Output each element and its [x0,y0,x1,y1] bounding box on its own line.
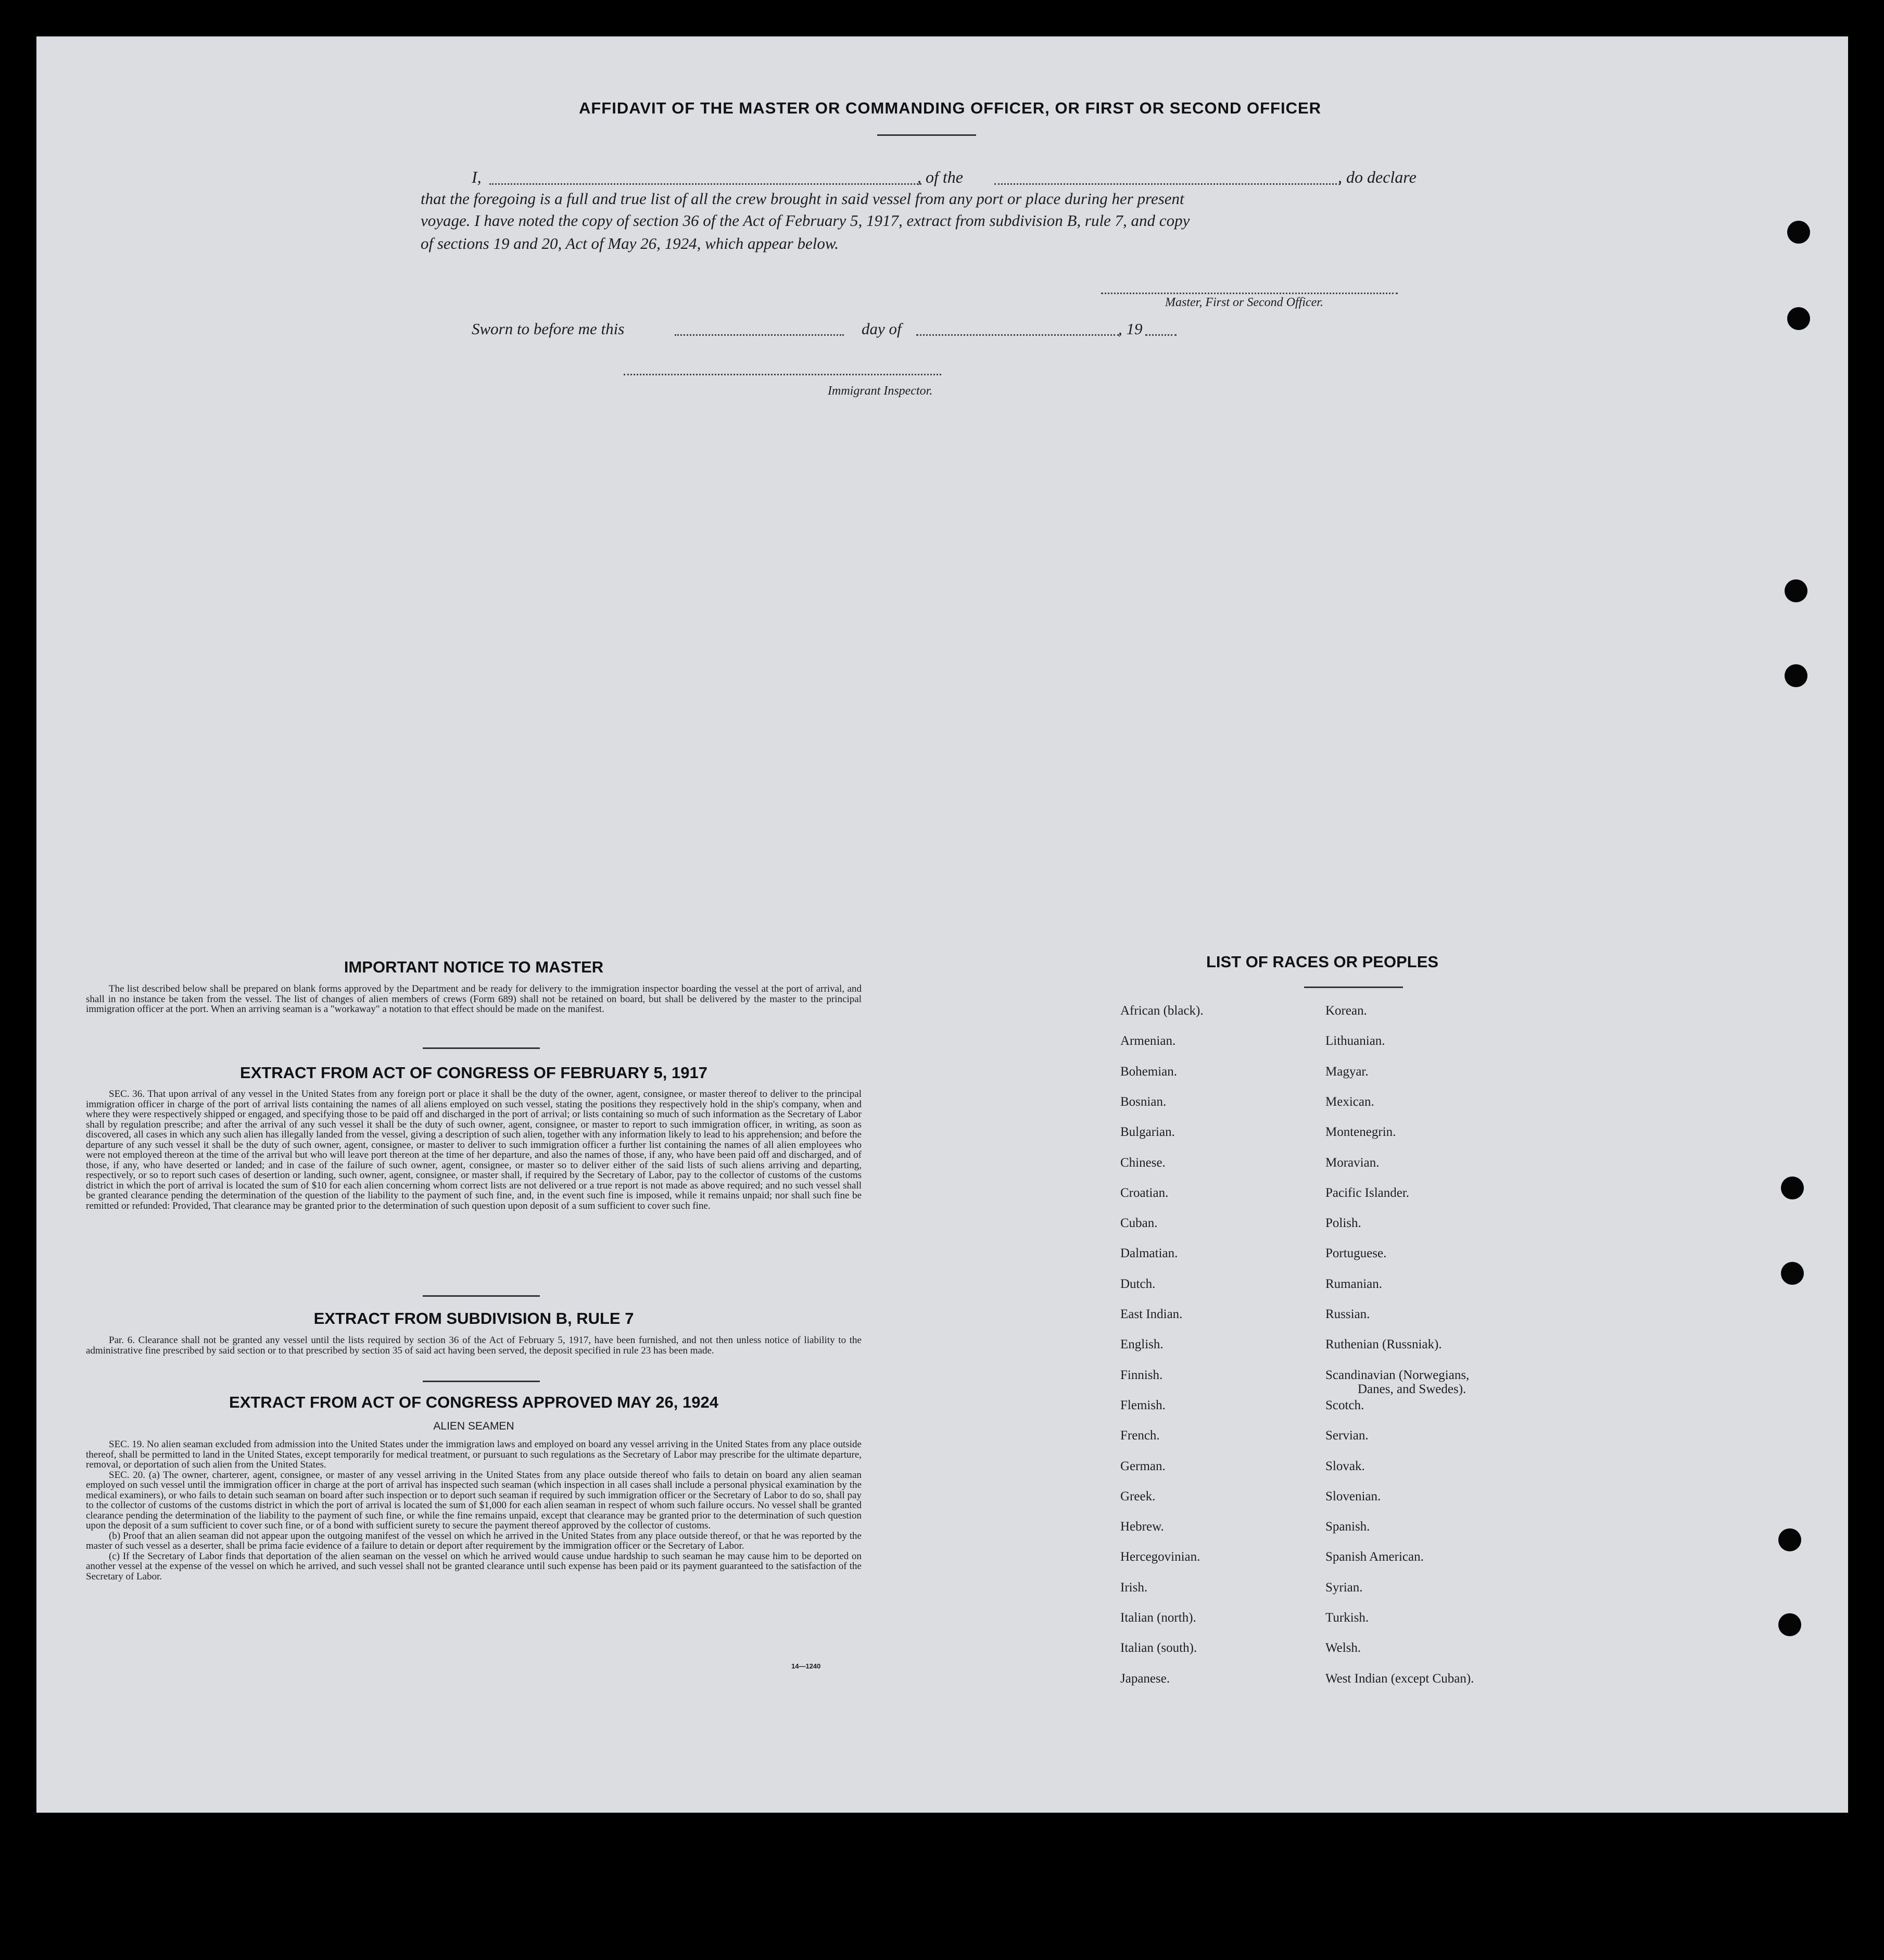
alien-seamen-subtitle: ALIEN SEAMEN [433,1420,514,1432]
races-divider [1304,987,1403,988]
day-of: day of [862,320,902,338]
affidavit-line-3: voyage. I have noted the copy of section 36 of the Act of February 5, 1917, extract from subdivision B, rule 7, and copy [421,211,1190,230]
notice-title: IMPORTANT NOTICE TO MASTER [344,958,604,976]
race-item: Montenegrin. [1325,1125,1396,1140]
race-item: Slovenian. [1325,1489,1381,1503]
affidavit-declare: , do declare [1338,168,1417,186]
race-item: Irish. [1120,1580,1148,1595]
race-item: Servian. [1325,1428,1369,1443]
form-number: 14—1240 [791,1662,821,1670]
race-item: Chinese. [1120,1155,1166,1170]
extract-1924-title: EXTRACT FROM ACT OF CONGRESS APPROVED MAY 26, 1924 [229,1393,718,1411]
rule7-divider [423,1381,540,1382]
punch-hole [1778,1613,1801,1636]
race-item: Rumanian. [1325,1276,1383,1291]
race-item: Dutch. [1120,1276,1156,1291]
extract-1917-title: EXTRACT FROM ACT OF CONGRESS OF FEBRUARY 5, 1917 [240,1064,707,1082]
race-item: Ruthenian (Russniak). [1325,1337,1442,1352]
race-item: Flemish. [1120,1398,1166,1412]
race-item: Portuguese. [1325,1246,1387,1261]
punch-hole [1781,1177,1804,1199]
punch-hole [1787,307,1810,330]
section-36-text: SEC. 36. That upon arrival of any vessel in the United States from any foreign port or place it shall be the duty of the owner, agent, consignee, or master thereof to deliver to the principal immigration officer in charge of the port of arrival lists containing the names of all aliens employed on such vessel, stating the positions they respectively hold in the ship's company, when and where they were respectively shipped or engaged, and specifying those to be paid off and discharged in the port of arrival; or lists containing so much of such information as the Secretary of Labor shall by regulation prescribe; and after the arrival of any such vessel it shall be the duty of such owner, agent, consignee, or master to report to such immigration officer, in writing, as soon as discovered, all cases in which any such alien has illegally landed from the vessel, giving a description of such alien, together with any information likely to lead to his apprehension; and before the departure of any such vessel it shall be the duty of such owner, agent, consignee, or master to deliver to such immigration officer a further list containing the names of all alien employees who were not employed thereon at the time of the arrival but who will leave port thereon at the time of her departure, and also the names of those, if any, who have been paid off and discharged, and of those, if any, who have deserted or landed; and in case of the failure of such owner, agent, consignee, or master so to deliver either of the said lists of such aliens arriving and departing, respectively, or so to report such cases of desertion or landing, such owner, agent, consignee, or master shall, if required by the Secretary of Labor, pay to the collector of customs of the customs district in which the port of arrival is located the sum of $10 for each alien concerning whom correct lists are not delivered or a true report is not made as above required; and no such vessel shall be granted clearance pending the determination of the question of the liability to the payment of such fine, and, in the event such fine is imposed, while it remains unpaid; nor shall such fine be remitted or refunded: Provided, That clearance may be granted prior to the determination of such question upon deposit of a sum sufficient to cover such fine. [86,1089,862,1211]
race-item: Dalmatian. [1120,1246,1178,1261]
affidavit-line-2: that the foregoing is a full and true list of all the crew brought in said vessel from any port or place during her present [421,189,1184,208]
race-item: Bosnian. [1120,1094,1167,1109]
race-item: East Indian. [1120,1307,1183,1321]
race-item: Scandinavian (Norwegians, [1325,1368,1470,1382]
race-item: Danes, and Swedes). [1358,1382,1466,1396]
extract-1917-divider [423,1295,540,1297]
race-item: Moravian. [1325,1155,1380,1170]
race-item: Finnish. [1120,1368,1163,1382]
race-item: Welsh. [1325,1641,1361,1655]
punch-hole [1785,579,1807,602]
rule7-title: EXTRACT FROM SUBDIVISION B, RULE 7 [313,1309,634,1327]
affidavit-of-the: , of the [917,168,963,186]
punch-hole [1781,1262,1804,1285]
extract-1917-body [86,1089,862,1211]
race-item: Slovak. [1325,1459,1365,1473]
race-item: Russian. [1325,1307,1370,1321]
affidavit-i: I, [472,168,482,186]
races-title: LIST OF RACES OR PEOPLES [1206,953,1439,971]
race-item: Bulgarian. [1120,1125,1175,1140]
race-item: Scotch. [1325,1398,1364,1412]
race-item: Syrian. [1325,1580,1363,1595]
race-item: Pacific Islander. [1325,1185,1410,1200]
race-item: French. [1120,1428,1160,1443]
race-item: German. [1120,1459,1166,1473]
race-item: Croatian. [1120,1185,1169,1200]
notice-text: The list described below shall be prepared on blank forms approved by the Department and be ready for delivery to the immigration inspector boarding the vessel at the port of arrival, and shall in no instance be taken from the vessel. The list of changes of alien members of crews (Form 689) shall not be retained on board, but shall be delivered by the master to the principal immigration officer at the port. When an arriving seaman is a "workaway" a notation to that effect should be made on the manifest. [86,983,862,1015]
race-item: Italian (south). [1120,1641,1197,1655]
extract-1924-body [86,1439,862,1582]
vessel-blank [994,183,1341,185]
race-item: Korean. [1325,1004,1367,1018]
race-item: Bohemian. [1120,1064,1178,1079]
rule7-body [86,1335,862,1356]
race-item: Greek. [1120,1489,1156,1503]
notice-divider [423,1047,540,1049]
race-item: Italian (north). [1120,1611,1196,1625]
day-blank [675,334,844,336]
race-item: Cuban. [1120,1216,1158,1231]
race-item: Hercegovinian. [1120,1550,1200,1564]
race-item: Polish. [1325,1216,1361,1231]
master-caption: Master, First or Second Officer. [1165,296,1323,309]
sworn-text: Sworn to before me this [472,320,625,338]
year-blank [1145,334,1177,336]
inspector-caption: Immigrant Inspector. [828,384,933,398]
affidavit-title: AFFIDAVIT OF THE MASTER OR COMMANDING OFFICER, OR FIRST OR SECOND OFFICER [578,99,1322,117]
punch-hole [1785,664,1807,687]
sec-20b-text: (b) Proof that an alien seaman did not appear upon the outgoing manifest of the vessel on which he arrived in the United States from any place outside thereof, or that he was reported by the master of such vessel as a deserter, shall be prima facie evidence of a failure to detain or deport after requirement by the immigration officer or the Secretary of Labor. [86,1530,862,1551]
race-item: Hebrew. [1120,1520,1164,1534]
year-prefix: , 19 [1118,320,1143,338]
race-item: Lithuanian. [1325,1034,1385,1048]
inspector-signature-line [624,374,941,375]
race-item: Spanish. [1325,1520,1370,1534]
notice-body [86,984,862,1015]
title-underline [877,134,976,136]
punch-hole [1778,1528,1801,1551]
race-item: Mexican. [1325,1094,1374,1109]
race-item: African (black). [1120,1004,1204,1018]
par-6-text: Par. 6. Clearance shall not be granted any vessel until the lists required by section 36 of the Act of February 5, 1917, have been furnished, and not then unless notice of liability to the administrative fine prescribed by said section or to that prescribed by section 35 of said act having been served, the deposit specified in rule 23 has been made. [86,1335,862,1356]
sec-19-text: SEC. 19. No alien seaman excluded from admission into the United States under the immigration laws and employed on board any vessel arriving in the United States from any place outside thereof, shall be permitted to land in the United States, except temporarily for medical treatment, or pursuant to such regulations as the Secretary of Labor may prescribe for the ultimate departure, removal, or deportation of such alien from the United States. [86,1439,862,1470]
race-item: Magyar. [1325,1064,1369,1079]
race-item: Spanish American. [1325,1550,1424,1564]
race-item: Turkish. [1325,1611,1369,1625]
sec-20c-text: (c) If the Secretary of Labor finds that deportation of the alien seaman on the vessel on which he arrived would cause undue hardship to such seaman he may cause him to be deported on another vessel at the expense of the vessel on which he arrived, and such vessel shall not be granted clearance until such expense has been paid or its payment guaranteed to the satisfaction of the Secretary of Labor. [86,1550,862,1582]
punch-hole [1787,221,1810,244]
race-item: West Indian (except Cuban). [1325,1671,1474,1686]
sec-20a-text: SEC. 20. (a) The owner, charterer, agent, consignee, or master of any vessel arriving in the United States from any place outside thereof who fails to detain on board any alien seaman employed on such vessel until the immigration officer in charge at the port of arrival has inspected such seaman (which inspection in all cases shall include a personal physical examination by the medical examiners), or who fails to detain such seaman on board after such inspection or to deport such seaman if required by such immigration officer or the Secretary of Labor to do so, shall pay to the collector of customs of the customs district in which the port of arrival is located the sum of $1,000 for each alien seaman in respect of whom such failure occurs. No vessel shall be granted clearance pending the determination of the liability to the payment of such fine, or while the fine remains unpaid, except that clearance may be granted prior to the determination of such question upon the deposit of a sum sufficient to cover such fine, or of a bond with sufficient surety to secure the payment thereof approved by the collector of customs. [86,1469,862,1531]
affidavit-line-4: of sections 19 and 20, Act of May 26, 1924, which appear below. [421,234,839,252]
master-signature-line [1101,293,1398,294]
month-blank [916,334,1119,336]
race-item: Japanese. [1120,1671,1170,1686]
name-blank [489,183,921,185]
race-item: Armenian. [1120,1034,1176,1048]
race-item: English. [1120,1337,1164,1352]
